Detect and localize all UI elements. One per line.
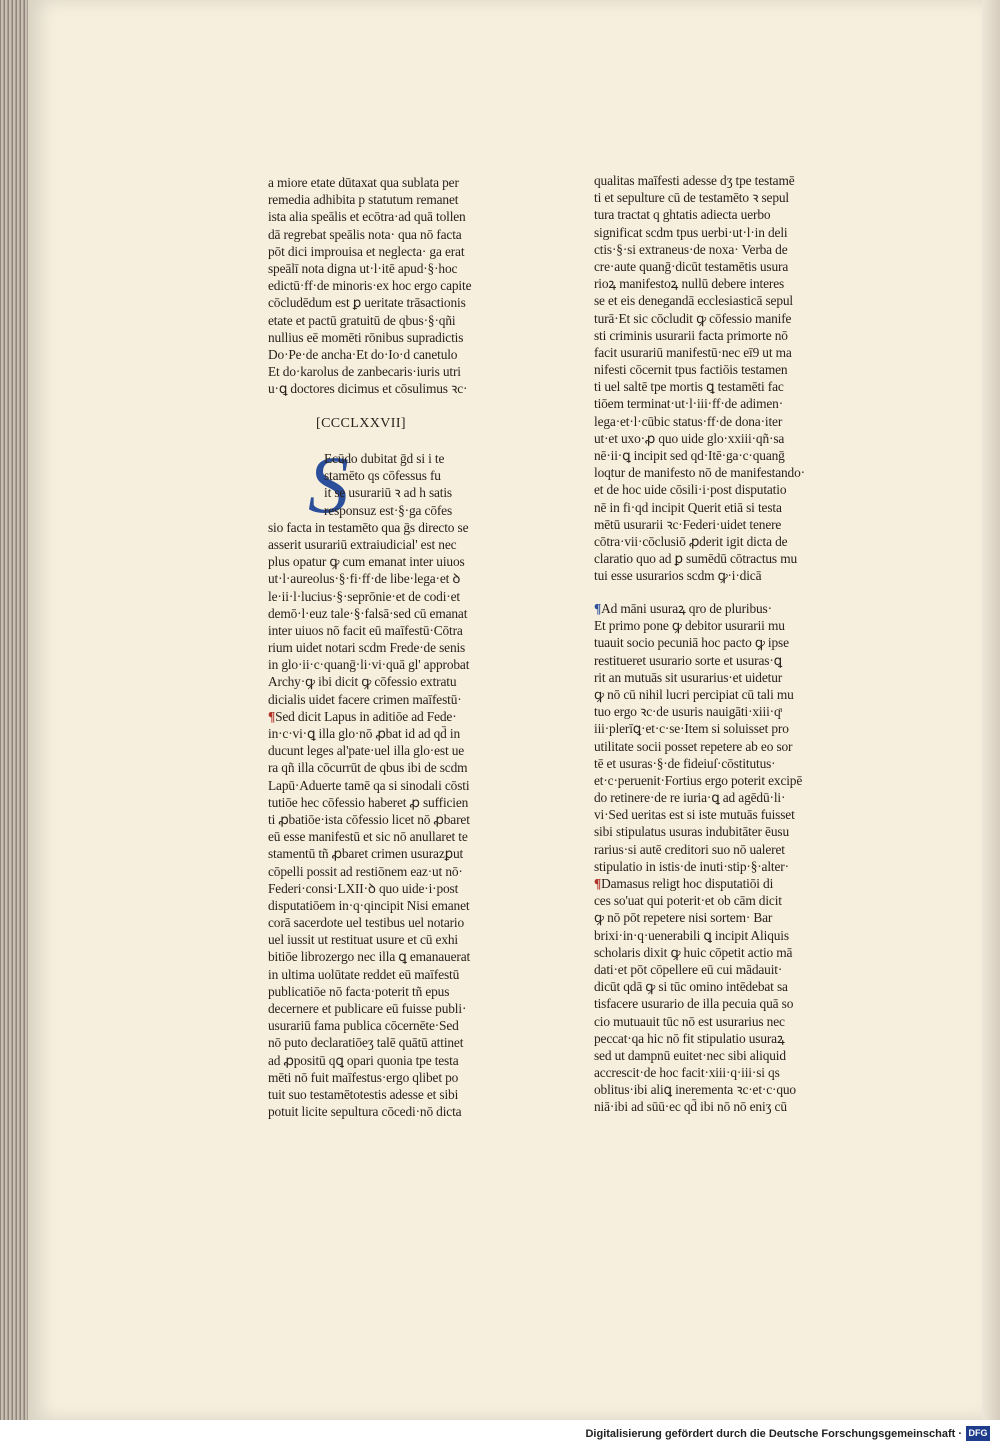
text-line: cōpelli possit ad restiōnem eaz·ut nō·: [268, 863, 463, 879]
left-column-top: [268, 174, 518, 397]
text-line: ut·l·aureolus·§·fi·ff·de libe·lega·et ꝺ: [268, 571, 461, 587]
text-line: dicūt qdā ꝙ si tūc omino intēdebat sa: [594, 979, 788, 995]
text-line: a miore etate dūtaxat qua sublata per: [268, 175, 459, 190]
text-line: qualitas maīfesti adesse dʒ tpe testamē: [594, 173, 795, 188]
text-line: nullius eē momēti rōnibus supradictis: [268, 329, 464, 345]
text-line: tuo ergo ꝛc·de usuris nauigāti·xiii·qͣ: [594, 704, 781, 720]
text-line: et de hoc uide cōsili·i·post disputatio: [594, 482, 787, 498]
text-line: u·ꝗ doctores dicimus et cōsulimus ꝛc·: [268, 381, 468, 397]
text-line: demō·l·euz tale·§·falsā·sed cū emanat: [268, 605, 468, 621]
dfg-logo: DFG: [966, 1426, 990, 1441]
text-line: et·c·peruenit·Fortius ergo poterit excipē: [594, 772, 803, 788]
text-line: corā sacerdote uel testibus uel notario: [268, 915, 465, 931]
footer-funding-text: Digitalisierung gefördert durch die Deutsche Forschungsgemeinschaft ·: [585, 1428, 962, 1440]
text-line: Ecūdo dubitat ḡd si i te: [324, 451, 445, 466]
text-line: cōcludēdum est ꝑ ueritate trāsactionis: [268, 295, 466, 311]
text-line: remedia adhibita p statutum remanet: [268, 192, 459, 208]
text-line: cre·aute quanḡ·dicūt testamētis usura: [594, 258, 789, 274]
text-line: nō puto declaratiōeʒ talē quātū attinet: [268, 1035, 464, 1051]
text-line: edictū·ff·de minoris·ex hoc ergo capite: [268, 278, 472, 294]
text-line: ra qñ illa cōcurrūt de qbus ibi de scdm: [268, 760, 468, 776]
text-line: sibi stipulatus usuras indubitāter ēusu: [594, 824, 789, 840]
text-line: vi·Sed ueritas est si iste mutuās fuisset: [594, 807, 795, 823]
text-line: in ultima uolūtate reddet eū maīfestū: [268, 966, 460, 982]
text-line: ut·et uxo·ꝓ quo uide glo·xxiii·qñ·sa: [594, 430, 785, 446]
text-line: usurariū fama publica cōcernēte·Sed: [268, 1018, 459, 1034]
right-column-bottom: [594, 600, 844, 1116]
text-line: Lapū·Aduerte tamē qa si sinodali cōsti: [268, 777, 470, 793]
text-line: in glo·ii·c·quanḡ·li·vi·quā gl' approbat: [268, 657, 470, 673]
paragraph-mark: ¶: [268, 708, 276, 724]
right-column-top: [594, 172, 844, 585]
text-line: tui esse usurarios scdm ꝙ·i·dicā: [594, 568, 762, 584]
book-page-edges: [0, 0, 28, 1420]
text-line: uel iussit ut restituat usure et cū exhi: [268, 932, 458, 948]
text-line: pōt dici improuisa et neglecta· ga erat: [268, 243, 465, 259]
text-line: peccat·qa hic nō fit stipulatio usuraꝝ: [594, 1030, 785, 1046]
text-line: ꝙ nō pōt repetere nisi sortem· Bar: [594, 910, 773, 926]
text-line: ¶Ad māni usuraꝝ qro de pluribus·: [594, 601, 772, 616]
text-line: it se usurariū ꝛ ad h satis: [324, 485, 452, 501]
text-line: inter uiuos nō facit eū maīfestū·Cōtra: [268, 622, 463, 638]
text-line: sed ut dampnū euitet·nec sibi aliquid: [594, 1047, 786, 1063]
text-line: ad ꝓpositū qꝗ opari quonia tpe testa: [268, 1052, 459, 1068]
text-line: Et do·karolus de zanbecaris·iuris utri: [268, 364, 461, 380]
text-line: tē et usuras·§·de fideiuſ·cōstitutus·: [594, 755, 776, 771]
text-line: dā regrebat speālis nota· qua nō facta: [268, 226, 462, 242]
text-line: speālī nota digna ut·l·itē apud·§·hoc: [268, 260, 458, 276]
text-line: ꝙ nō cū nihil lucri percipiat cū tali mu: [594, 686, 794, 702]
section-heading-text: CCCLXXVII: [321, 416, 401, 431]
text-line: rioꝝ manifestoꝝ nullū debere interes: [594, 276, 785, 292]
text-line: bitiōe librozergo nec illa ꝗ emanauerat: [268, 949, 471, 965]
text-line: Federi·consi·LXII·ꝺ quo uide·i·post: [268, 880, 459, 896]
text-line: facit usurariū manifestū·nec eī9 ut ma: [594, 344, 792, 360]
text-line: stamēto qs cōfessus fu: [324, 468, 441, 484]
text-line: nifesti cōcernit tpus factiōis testamen: [594, 362, 788, 378]
paragraph-mark: ¶: [594, 876, 602, 891]
text-line: potuit licite sepultura cōcedi·nō dicta: [268, 1104, 462, 1120]
text-line: stipulatio in istis·de inuti·stip·§·alter·: [594, 858, 789, 874]
text-line: eū esse manifestū et sic nō anullaret te: [268, 829, 468, 845]
text-line: nē in fi·qd incipit Querit etiā si testa: [594, 499, 782, 515]
text-line: tura tractat q ghtatis adiecta uerbo: [594, 207, 771, 223]
text-line: iii·plerīꝗ·et·c·se·Item si soluisset pro: [594, 721, 789, 737]
text-line: ti ꝓbatiōe·ista cōfessio licet nō ꝓbaret: [268, 811, 470, 827]
text-line: plus opatur ꝙ cum emanat inter uiuos: [268, 554, 465, 570]
text-line: tiōem terminat·ut·l·iii·ff·de adimen·: [594, 396, 784, 412]
text-line: rarius·si autē creditori suo nō ualeret: [594, 841, 785, 857]
text-line: oblitus·ibi aliꝗ inerementa ꝛc·et·c·quo: [594, 1082, 796, 1098]
book-right-edge: [982, 0, 1000, 1420]
text-line: rium uidet notari scdm Frede·de senis: [268, 640, 466, 656]
text-line: nē·ii·ꝗ incipit sed qd·Itē·ga·c·quanḡ: [594, 448, 785, 463]
text-line: in·c·vi·ꝗ illa glo·nō ꝓbat id ad qd̄ in: [268, 726, 461, 741]
text-line: se et eis denegandā ecclesiasticā sepul: [594, 293, 794, 309]
text-line: ¶Damasus religt hoc disputatiōi di: [594, 876, 774, 891]
text-line: ctis·§·si extraneus·de noxa· Verba de: [594, 241, 788, 257]
text-line: tuauit socio pecuniā hoc pacto ꝙ ipse: [594, 635, 789, 651]
text-line: do retinere·de re iuria·ꝗ ad agēdū·li·: [594, 790, 786, 806]
text-line: lega·et·l·cūbic status·ff·de dona·iter: [594, 413, 783, 429]
text-line: cio mutuauit tūc nō est usurarius nec: [594, 1013, 785, 1029]
text-line: niā·ibi ad sūū·ec qd̄ ibi nō nō eniʒ cū: [594, 1099, 787, 1115]
text-line: Et primo pone ꝙ debitor usurarii mu: [594, 618, 785, 634]
text-line: responsuz est·§·ga cōfes: [324, 502, 453, 518]
text-line: tuit suo testamētotestis adesse et sibi: [268, 1086, 459, 1102]
text-line: etate et pactū gratuitū de qbus·§·qñi: [268, 312, 456, 328]
text-line: tutiōe hec cōfessio haberet ꝓ sufficien: [268, 794, 469, 810]
text-line: sio facta in testamēto qua ḡs directo se: [268, 519, 469, 535]
text-line: publicatiōe nō facta·poterit tñ epus: [268, 983, 450, 999]
section-heading: [CCCLXXVII]: [316, 416, 406, 431]
text-line: Archy·ꝙ ibi dicit ꝙ cōfessio extratu: [268, 674, 457, 690]
text-line: scholaris dixit ꝙ huic cōpetit actio mā: [594, 944, 793, 960]
text-line: rit an mutuās sit usurarius·et uidetur: [594, 669, 783, 685]
text-line: decernere et publicare eū fuisse publi·: [268, 1001, 467, 1016]
text-line: cōtra·vii·cōclusiō ꝓderit igit dicta de: [594, 533, 788, 549]
text-line: disputatiōem in·q·qincipit Nisi emanet: [268, 897, 470, 913]
decorated-initial: S: [308, 439, 349, 530]
text-line: utilitate socii posset repetere ab eo sor: [594, 738, 793, 754]
text-line: ista alia speālis et ecōtra·ad quā tollen: [268, 209, 466, 225]
text-line: brixi·in·q·uenerabili ꝗ incipit Aliquis: [594, 927, 789, 943]
text-line: ces so'uat qui poterit·et ob cām dicit: [594, 893, 782, 909]
text-line: ducunt leges al'pate·uel illa glo·est ue: [268, 743, 465, 759]
text-line: significat scdm tpus uerbi·ut·l·in deli: [594, 224, 788, 240]
text-line: dati·et pōt cōpellere eū cui mādauit·: [594, 961, 783, 977]
text-line: Do·Pe·de ancha·Et do·Io·d canetulo: [268, 346, 458, 362]
text-line: le·ii·l·lucius·§·seprōnie·et de codi·et: [268, 588, 460, 604]
text-line: stamentū tñ ꝓbaret crimen usurazꝑut: [268, 846, 464, 862]
paragraph-mark: ¶: [594, 601, 602, 616]
text-line: turā·Et sic cōcludit ꝙ cōfessio manife: [594, 310, 792, 326]
text-line: loqtur de manifesto nō de manifestando·: [594, 465, 805, 481]
text-line: sti criminis usurarii facta primorte nō: [594, 327, 788, 343]
text-line: claratio quo ad ꝑ sumēdū cōtractus mu: [594, 551, 798, 567]
text-line: accrescit·de hoc facit·xiii·q·iii·si qs: [594, 1065, 780, 1081]
text-line: ¶Sed dicit Lapus in aditiōe ad Fede·: [268, 708, 457, 724]
text-line: asserit usurariū extraiudicial' est nec: [268, 536, 457, 552]
left-column-bottom: [268, 450, 518, 1120]
text-line: ti et sepulture cū de testamēto ꝛ sepul: [594, 190, 789, 206]
text-line: mētū usurarii ꝛc·Federi·uidet tenere: [594, 516, 782, 532]
text-line: ti uel saltē tpe mortis ꝗ testamēti fac: [594, 379, 784, 395]
text-line: restitueret usurario sorte et usuras·ꝗ: [594, 652, 782, 668]
text-line: mēti nō fuit maīfestus·ergo qlibet po: [268, 1069, 459, 1085]
text-line: tisfacere usurario de illa pecuia quā so: [594, 996, 794, 1012]
text-line: dicialis uidet facere crimen maīfestū·: [268, 691, 462, 707]
